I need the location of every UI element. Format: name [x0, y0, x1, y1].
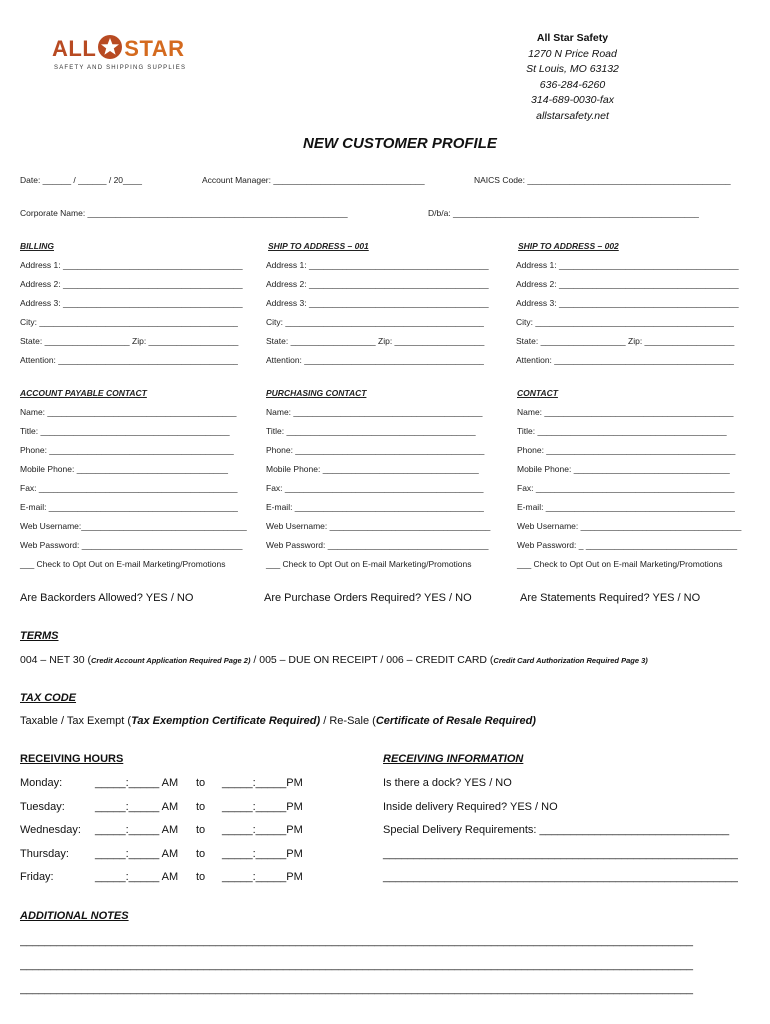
receiving-info-line[interactable]: __________________________________________________________ — [383, 847, 738, 860]
close-time-field[interactable]: _____:_____PM — [222, 800, 303, 813]
statements-question[interactable]: Are Statements Required? YES / NO — [520, 592, 701, 604]
address-3-field[interactable]: Address 3: ______________________________________ — [516, 298, 739, 308]
terms-net30: 004 – NET 30 ( — [20, 654, 92, 666]
to-label: to — [196, 824, 206, 836]
to-label: to — [196, 800, 206, 813]
logo-text-all: ALL — [52, 36, 97, 61]
email-field[interactable]: E-mail: ________________________________________ — [517, 502, 735, 512]
company-website: allstarsafety.net — [536, 109, 609, 122]
ship-to-001-heading: SHIP TO ADDRESS – 001 — [268, 241, 369, 251]
terms-cc-note: Credit Card Authorization Required Page 3) — [493, 656, 648, 665]
day-label: Tuesday: — [20, 800, 65, 813]
page-title: NEW CUSTOMER PROFILE — [303, 135, 497, 152]
mobile-phone-field[interactable]: Mobile Phone: _________________________________ — [517, 464, 730, 474]
city-field[interactable]: City: __________________________________________ — [266, 317, 484, 327]
email-field[interactable]: E-mail: ________________________________________ — [266, 502, 484, 512]
name-field[interactable]: Name: ________________________________________ — [517, 407, 734, 417]
opt-out-checkbox[interactable]: ___ Check to Opt Out on E-mail Marketing/Promotions — [266, 559, 472, 569]
account-manager-field[interactable]: Account Manager: ________________________________ — [202, 175, 425, 185]
notes-line[interactable]: ______________________________________________________________________________________________________________ — [20, 983, 693, 995]
open-time-field[interactable]: _____:_____ AM — [95, 871, 179, 883]
notes-line[interactable]: ______________________________________________________________________________________________________________ — [20, 935, 693, 947]
title-field[interactable]: Title: ________________________________________ — [266, 426, 476, 436]
attention-field[interactable]: Attention: ______________________________________ — [20, 355, 238, 365]
close-time-field[interactable]: _____:_____PM — [222, 824, 303, 836]
tax-code-heading: TAX CODE — [20, 692, 77, 704]
to-label: to — [196, 847, 206, 860]
open-time-field[interactable]: _____:_____ AM — [95, 824, 179, 836]
terms-middle: / 005 – DUE ON RECEIPT / 006 – CREDIT CARD ( — [250, 654, 494, 666]
company-logo — [52, 34, 185, 65]
billing-heading: BILLING — [20, 241, 54, 251]
email-field[interactable]: E-mail: ________________________________________ — [20, 502, 238, 512]
terms-heading: TERMS — [20, 630, 59, 642]
day-label: Monday: — [20, 777, 63, 789]
tax-code-options[interactable] — [20, 715, 536, 727]
address-1-field[interactable]: Address 1: ______________________________________ — [20, 260, 243, 270]
open-time-field[interactable]: _____:_____ AM — [95, 777, 179, 789]
receiving-info-heading: RECEIVING INFORMATION — [383, 753, 524, 765]
fax-field[interactable]: Fax: __________________________________________ — [517, 483, 735, 493]
close-time-field[interactable]: _____:_____PM — [222, 871, 303, 883]
naics-code-field[interactable]: NAICS Code: ___________________________________________ — [474, 175, 731, 185]
day-label: Friday: — [20, 871, 54, 883]
web-username-field[interactable]: Web Username: __________________________________ — [266, 521, 491, 531]
name-field[interactable]: Name: ________________________________________ — [20, 407, 237, 417]
day-label: Wednesday: — [20, 824, 81, 836]
address-3-field[interactable]: Address 3: ______________________________________ — [20, 298, 243, 308]
receiving-info-line[interactable]: __________________________________________________________ — [383, 871, 738, 883]
address-1-field[interactable]: Address 1: ______________________________________ — [266, 260, 489, 270]
tax-text-2: / Re-Sale ( — [320, 715, 376, 727]
address-1-field[interactable]: Address 1: ______________________________________ — [516, 260, 739, 270]
company-address: 1270 N Price Road — [528, 47, 617, 60]
phone-field[interactable]: Phone: _______________________________________ — [20, 445, 234, 455]
to-label: to — [196, 871, 206, 883]
contact-heading: CONTACT — [517, 388, 558, 398]
address-2-field[interactable]: Address 2: ______________________________________ — [516, 279, 739, 289]
title-field[interactable]: Title: ________________________________________ — [517, 426, 727, 436]
receiving-info-line[interactable]: Is there a dock? YES / NO — [383, 777, 512, 789]
notes-line[interactable]: ______________________________________________________________________________________________________________ — [20, 959, 693, 971]
web-username-field[interactable]: Web Username:___________________________________ — [20, 521, 247, 531]
attention-field[interactable]: Attention: ______________________________________ — [266, 355, 484, 365]
open-time-field[interactable]: _____:_____ AM — [95, 847, 179, 860]
address-3-field[interactable]: Address 3: ______________________________________ — [266, 298, 489, 308]
company-fax: 314-689-0030-fax — [531, 94, 614, 106]
state-zip-field[interactable]: State: __________________ Zip: ___________________ — [266, 336, 485, 346]
company-info — [500, 31, 645, 124]
logo-tagline: SAFETY AND SHIPPING SUPPLIES — [54, 65, 187, 71]
close-time-field[interactable]: _____:_____PM — [222, 847, 303, 860]
receiving-info-line[interactable]: Inside delivery Required? YES / NO — [383, 800, 558, 813]
address-2-field[interactable]: Address 2: ______________________________________ — [20, 279, 243, 289]
ship-to-002-heading: SHIP TO ADDRESS – 002 — [518, 241, 619, 251]
terms-net30-note: Credit Account Application Required Page 2) — [91, 656, 251, 665]
web-password-field[interactable]: Web Password: _ ________________________________ — [517, 540, 738, 550]
company-city: St Louis, MO 63132 — [526, 63, 619, 75]
tax-text-1: Taxable / Tax Exempt ( — [20, 715, 132, 727]
web-username-field[interactable]: Web Username: __________________________________ — [517, 521, 742, 531]
to-label: to — [196, 777, 206, 789]
company-phone: 636-284-6260 — [539, 78, 606, 91]
phone-field[interactable]: Phone: ________________________________________ — [517, 445, 736, 455]
logo-text-star: STAR — [124, 36, 185, 61]
purchase-orders-question[interactable]: Are Purchase Orders Required? YES / NO — [264, 592, 472, 604]
address-2-field[interactable]: Address 2: ______________________________________ — [266, 279, 489, 289]
open-time-field[interactable]: _____:_____ AM — [95, 800, 179, 813]
dba-field[interactable]: D/b/a: ____________________________________________________ — [428, 208, 699, 218]
additional-notes-heading: ADDITIONAL NOTES — [20, 910, 129, 922]
receiving-hours-heading: RECEIVING HOURS — [20, 753, 124, 765]
day-label: Thursday: — [20, 847, 69, 860]
city-field[interactable]: City: __________________________________________ — [20, 317, 238, 327]
purchasing-contact-heading: PURCHASING CONTACT — [266, 388, 367, 398]
company-name: All Star Safety — [536, 32, 609, 44]
tax-note-2: Certificate of Resale Required) — [375, 715, 536, 727]
state-zip-field[interactable]: State: __________________ Zip: ___________________ — [20, 336, 239, 346]
city-field[interactable]: City: __________________________________________ — [516, 317, 734, 327]
close-time-field[interactable]: _____:_____PM — [222, 777, 303, 789]
opt-out-checkbox[interactable]: ___ Check to Opt Out on E-mail Marketing/Promotions — [20, 559, 226, 569]
name-field[interactable]: Name: ________________________________________ — [266, 407, 483, 417]
account-payable-heading: ACCOUNT PAYABLE CONTACT — [20, 388, 147, 398]
title-field[interactable]: Title: ________________________________________ — [20, 426, 230, 436]
mobile-phone-field[interactable]: Mobile Phone: _________________________________ — [266, 464, 479, 474]
fax-field[interactable]: Fax: __________________________________________ — [20, 483, 238, 493]
attention-field[interactable]: Attention: ______________________________________ — [516, 355, 734, 365]
mobile-phone-field[interactable]: Mobile Phone: ________________________________ — [20, 464, 228, 474]
backorders-question[interactable]: Are Backorders Allowed? YES / NO — [20, 592, 194, 604]
fax-field[interactable]: Fax: __________________________________________ — [266, 483, 484, 493]
opt-out-checkbox[interactable]: ___ Check to Opt Out on E-mail Marketing/Promotions — [517, 559, 723, 569]
date-field[interactable]: Date: ______ / ______ / 20____ — [20, 175, 142, 185]
tax-note-1: Tax Exemption Certificate Required) — [131, 715, 321, 727]
terms-options[interactable] — [20, 654, 648, 666]
corporate-name-field[interactable]: Corporate Name: _______________________________________________________ — [20, 208, 348, 218]
receiving-info-line[interactable]: Special Delivery Requirements: _______________________________ — [383, 824, 730, 836]
state-zip-field[interactable]: State: __________________ Zip: ___________________ — [516, 336, 735, 346]
web-password-field[interactable]: Web Password: __________________________________ — [266, 540, 489, 550]
web-password-field[interactable]: Web Password: __________________________________ — [20, 540, 243, 550]
star-icon — [97, 34, 123, 65]
phone-field[interactable]: Phone: ________________________________________ — [266, 445, 485, 455]
